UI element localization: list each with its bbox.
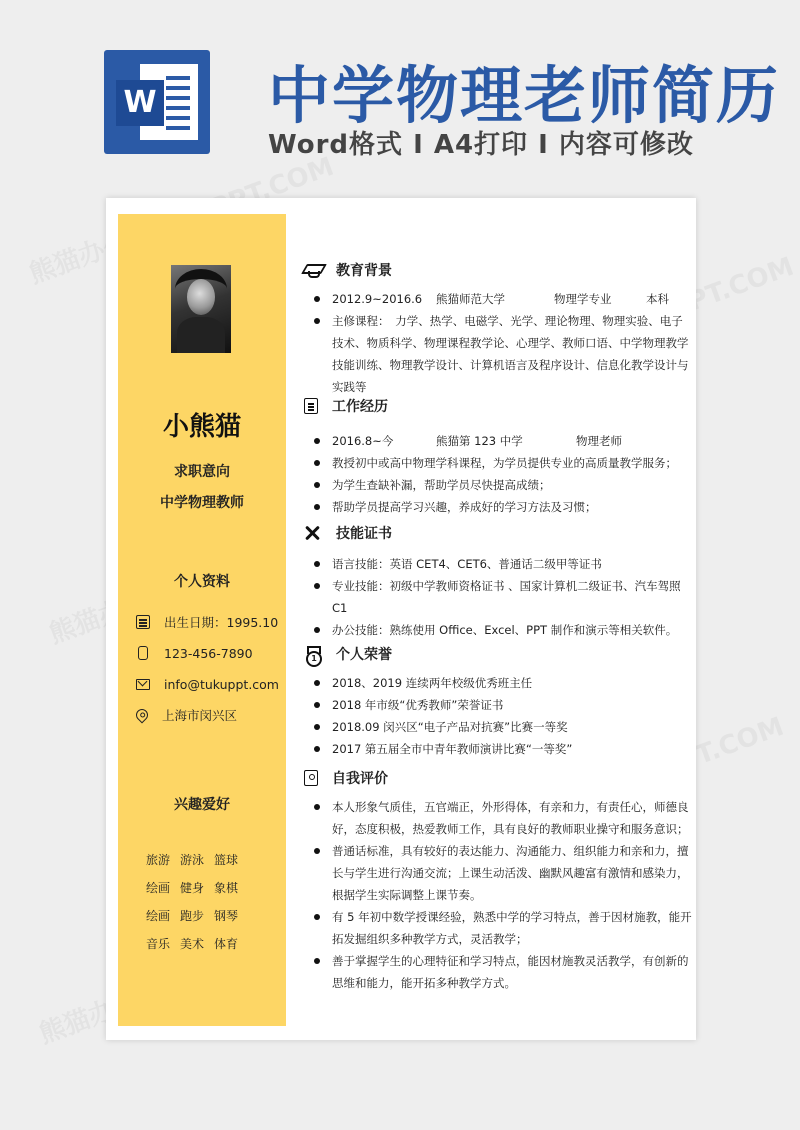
- id-card-icon: [304, 770, 318, 786]
- sidebar: [118, 214, 286, 1026]
- personal-info-heading: 个人资料: [174, 574, 230, 590]
- list-item: 2018.09 闵兴区“电子产品对抗赛”比赛一等奖: [312, 716, 692, 738]
- banner-title: 中学物理老师简历: [268, 59, 781, 132]
- list-item: 语言技能：英语 CET4、CET6、普通话二级甲等证书: [312, 553, 692, 575]
- education-heading: 教育背景: [304, 260, 392, 280]
- list-item: 专业技能：初级中学教师资格证书 、国家计算机二级证书、汽车驾照 C1: [312, 575, 692, 619]
- hobby-row: 绘画 健身 象棋: [146, 881, 239, 895]
- info-phone: 123-456-7890: [136, 643, 253, 663]
- education-list: [312, 288, 692, 398]
- list-item: 为学生查缺补漏，帮助学员尽快提高成绩；: [312, 474, 692, 496]
- hobby-row: 音乐 美术 体育: [146, 937, 239, 951]
- tools-icon: [304, 525, 322, 541]
- list-item: 2016.8~今 熊猫第 123 中学 物理老师: [312, 430, 692, 452]
- mail-icon: [136, 679, 150, 690]
- info-address: 上海市闵兴区: [136, 705, 237, 725]
- list-item: 2018、2019 连续两年校级优秀班主任: [312, 672, 692, 694]
- list-item: 普通话标准，具有较好的表达能力、沟通能力、组织能力和亲和力，擅长与学生进行沟通交流；上课生动活泼、幽默风趣富有激情和感染力，根据学生实际调整上课节奏。: [312, 840, 692, 906]
- honors-list: [312, 672, 692, 760]
- list-item: 办公技能：熟练使用 Office、Excel、PPT 制作和演示等相关软件。: [312, 619, 692, 641]
- calendar-icon: [136, 615, 150, 629]
- info-email: info@tukuppt.com: [136, 674, 279, 694]
- skills-list: [312, 553, 692, 641]
- list-item: 2017 第五届全市中青年教师演讲比赛“一等奖”: [312, 738, 692, 760]
- word-logo-letter: W: [116, 80, 164, 126]
- list-item: 主修课程： 力学、热学、电磁学、光学、理论物理、物理实验、电子技术、物质科学、物理课程教学论、心理学、教师口语、中学物理教学技能训练、物理教学设计、计算机语言及程序设计、信息化教学设计与实践等: [312, 310, 692, 398]
- medal-icon: [304, 646, 322, 662]
- list-item: 教授初中或高中物理学科课程，为学员提供专业的高质量教学服务；: [312, 452, 692, 474]
- hobby-row: 旅游 游泳 篮球: [146, 853, 239, 867]
- candidate-name: 小熊猫: [162, 412, 241, 442]
- work-heading: 工作经历: [304, 396, 388, 416]
- work-list: [312, 430, 692, 518]
- info-birthdate: 出生日期：1995.10: [136, 612, 278, 632]
- location-icon: [134, 707, 151, 724]
- profile-photo: [171, 265, 231, 353]
- self-evaluation-list: [312, 796, 692, 994]
- job-intent-label: 求职意向: [174, 464, 230, 480]
- list-item: 2012.9~2016.6 熊猫师范大学 物理学专业 本科: [312, 288, 692, 310]
- list-item: 帮助学员提高学习兴趣，养成好的学习方法及习惯；: [312, 496, 692, 518]
- phone-icon: [138, 646, 148, 660]
- graduation-cap-icon: [304, 262, 322, 278]
- self-evaluation-heading: 自我评价: [304, 768, 388, 788]
- word-logo-icon: [104, 50, 210, 154]
- job-intent-value: 中学物理教师: [160, 495, 244, 511]
- honors-heading: 1 个人荣誉: [304, 644, 392, 664]
- skills-heading: 技能证书: [304, 523, 392, 543]
- clipboard-icon: [304, 398, 318, 414]
- list-item: 有 5 年初中数学授课经验，熟悉中学的学习特点，善于因材施教，能开拓发掘组织多种教学方式，灵活教学；: [312, 906, 692, 950]
- list-item: 本人形象气质佳，五官端正，外形得体，有亲和力，有责任心，师德良好，态度积极，热爱教师工作，具有良好的教师职业操守和服务意识；: [312, 796, 692, 840]
- list-item: 2018 年市级“优秀教师”荣誉证书: [312, 694, 692, 716]
- hobbies-heading: 兴趣爱好: [174, 797, 230, 813]
- list-item: 善于掌握学生的心理特征和学习特点，能因材施教灵活教学，有创新的思维和能力，能开拓多种教学方式。: [312, 950, 692, 994]
- banner-subtitle: Word格式 I A4打印 I 内容可修改: [268, 130, 694, 160]
- resume-sheet: [106, 198, 696, 1040]
- hobby-row: 绘画 跑步 钢琴: [146, 909, 239, 923]
